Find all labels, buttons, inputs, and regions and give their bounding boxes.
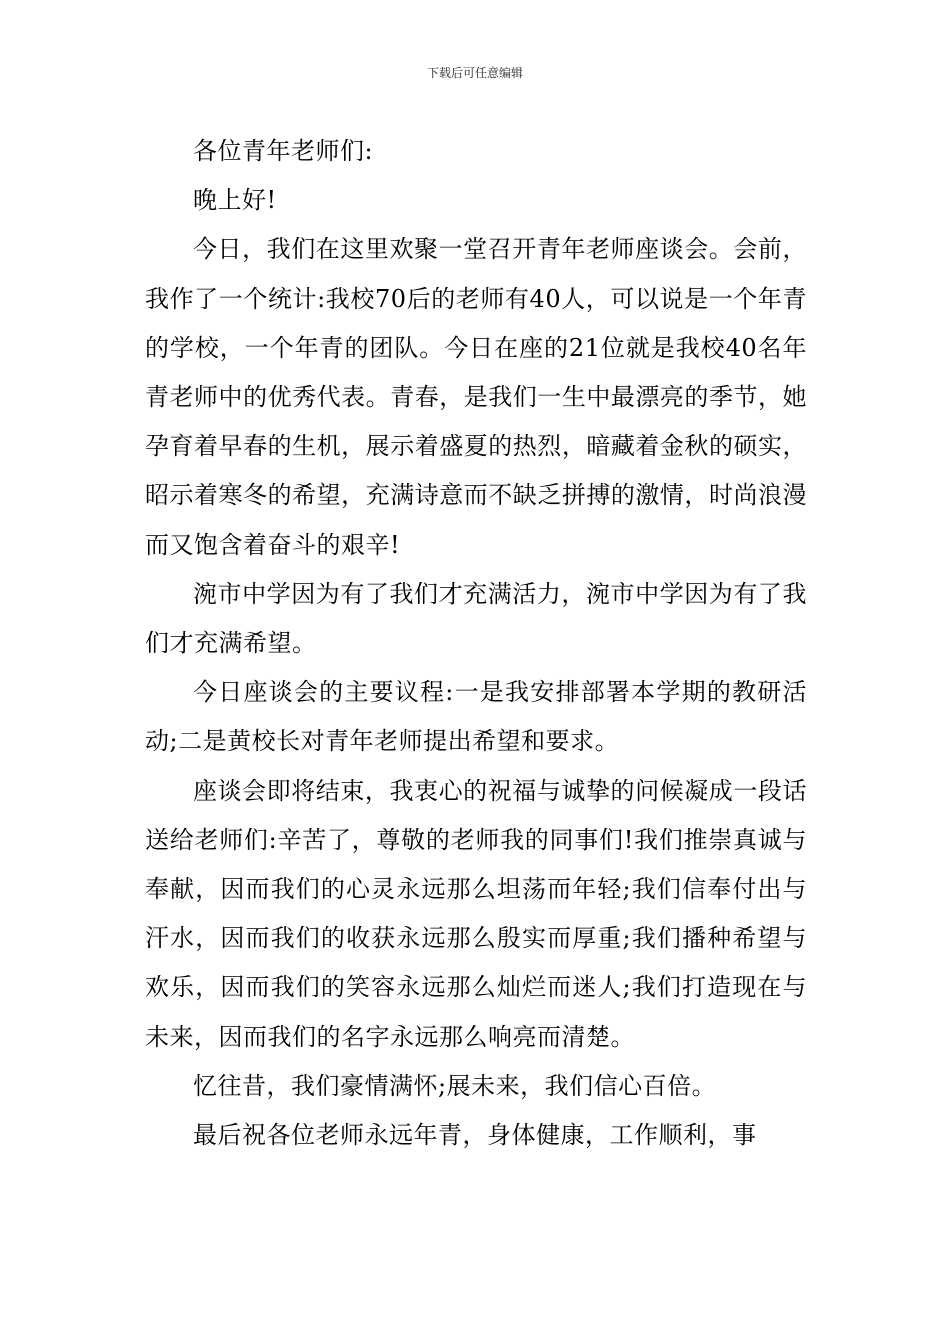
- paragraph-greeting: 各位青年老师们:: [193, 137, 374, 165]
- paragraph-school: 涴市中学因为有了我们才充满活力，涴市中学因为有了我们才充满希望。: [145, 579, 807, 658]
- paragraph-recall: 忆往昔，我们豪情满怀;展未来，我们信心百倍。: [193, 1071, 717, 1100]
- page-header-note: 下载后可任意编辑: [426, 66, 523, 80]
- paragraph-blessing: 座谈会即将结束，我衷心的祝福与诚挚的问候凝成一段话送给老师们:辛苦了，尊敬的老师我的同事们!我们推崇真诚与奉献，因而我们的心灵永远那么坦荡而年轻;我们信奉付出与汗水，因而我们的收获永远那么殷实而厚重;我们播种希望与欢乐，因而我们的笑容永远那么灿烂而迷人;我们打造现在与未来，因而我们的名字永远那么响亮而清楚。: [145, 776, 807, 1051]
- document-body: [145, 127, 807, 1160]
- paragraph-intro: 今日，我们在这里欢聚一堂召开青年老师座谈会。会前，我作了一个统计:我校70后的老师有40人，可以说是一个年青的学校，一个年青的团队。今日在座的21位就是我校40名年青老师中的优秀代表。青春，是我们一生中最漂亮的季节，她孕育着早春的生机，展示着盛夏的热烈，暗藏着金秋的硕实，昭示着寒冬的希望，充满诗意而不缺乏拼搏的激情，时尚浪漫而又饱含着奋斗的艰辛!: [145, 235, 807, 559]
- paragraph-closing: 最后祝各位老师永远年青，身体健康，工作顺利，事: [193, 1121, 757, 1150]
- paragraph-agenda: 今日座谈会的主要议程:一是我安排部署本学期的教研活动;二是黄校长对青年老师提出希望和要求。: [145, 678, 807, 756]
- paragraph-evening: 晚上好!: [193, 186, 277, 215]
